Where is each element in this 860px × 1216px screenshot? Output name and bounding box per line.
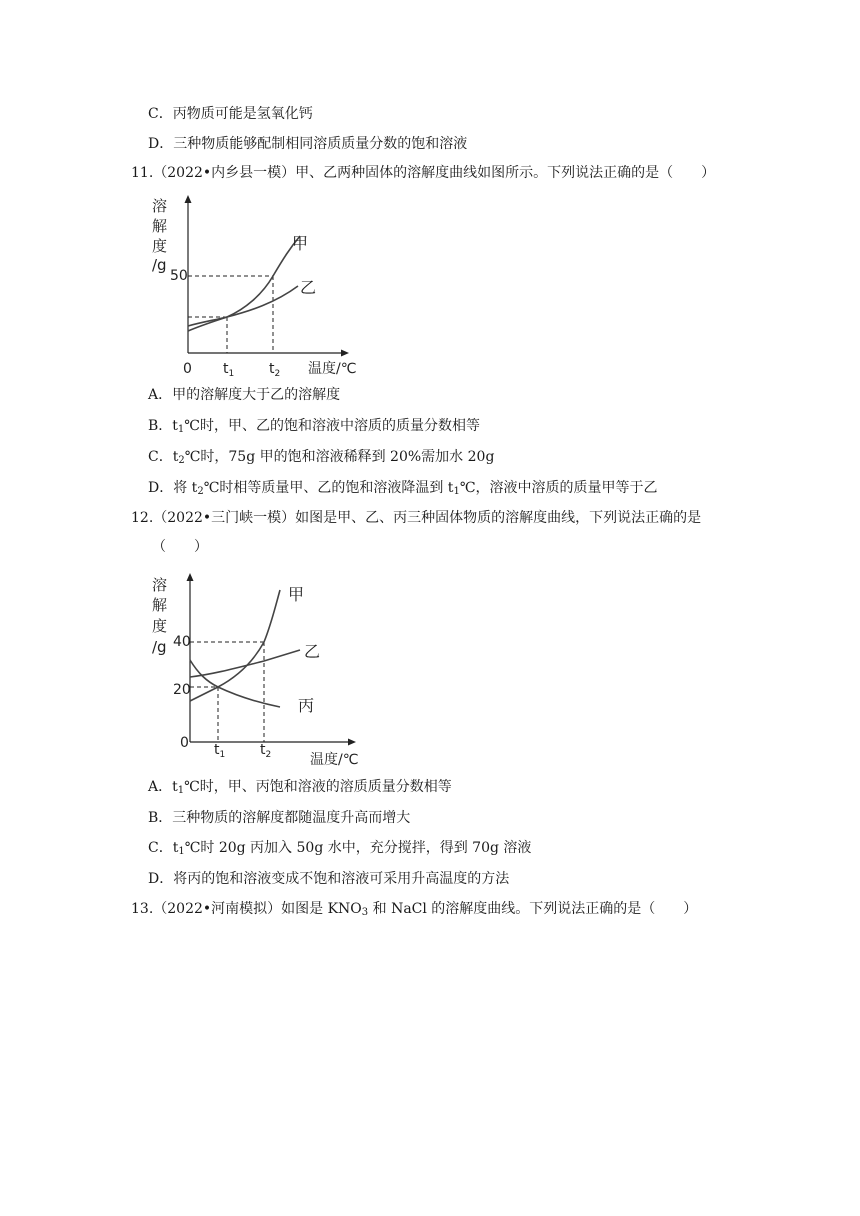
y-tick-50: 50 [170, 268, 188, 284]
x-axis-arrow [348, 739, 356, 746]
q12-option-c: C．$t_1℃$时 20g 丙加入 50g 水中，充分搅拌，得到 70g 溶液 [148, 840, 532, 857]
q12-option-d: D．将丙的饱和溶液变成不饱和溶液可采用升高温度的方法 [148, 871, 510, 887]
series-jia-label: 甲 [288, 585, 305, 604]
q12-option-a: A．$t_1℃$时，甲、丙饱和溶液的溶质质量分数相等 [148, 779, 452, 796]
q11-option-a: A．甲的溶解度大于乙的溶解度 [148, 387, 341, 403]
series-yi-curve [190, 650, 300, 677]
x-label: 温度/℃ [308, 361, 357, 377]
y-label-4: /g [152, 256, 167, 274]
chart-q12 [140, 570, 370, 770]
y-axis-arrow [185, 195, 192, 203]
x-tick-t2: $t_2$ [260, 742, 272, 760]
y-label-3: 度 [152, 237, 168, 255]
x-tick-t2: $t_2$ [269, 361, 281, 379]
x-axis-arrow [341, 350, 349, 357]
q11-option-c: C．$t_2℃$时，75g 甲的饱和溶液稀释到 20%需加水 20g [148, 449, 495, 466]
series-jia-curve [190, 590, 280, 701]
y-label-1: 溶 [152, 576, 168, 594]
x-tick-t1: $t_1$ [214, 742, 226, 760]
q12-option-b: B．三种物质的溶解度都随温度升高而增大 [148, 810, 411, 826]
series-jia-label: 甲 [292, 234, 309, 253]
q11-option-d: D．将 $t_2℃$时相等质量甲、乙的饱和溶液降温到 $t_1℃$，溶液中溶质的质量甲等于乙 [148, 480, 658, 497]
y-tick-0: 0 [180, 735, 189, 751]
y-label-1: 溶 [152, 197, 168, 215]
y-label-4: /g [152, 638, 167, 656]
y-label-2: 解 [152, 217, 168, 235]
option-c-q10: C．丙物质可能是氢氧化钙 [148, 106, 313, 122]
y-axis-arrow [187, 573, 194, 581]
series-bing-curve [190, 660, 280, 707]
question-13-stem: 13.（2022•河南模拟）如图是 $KNO_3$ 和 NaCl 的溶解度曲线。下列说法正确的是（ ） [131, 901, 698, 918]
q11-option-b: B．$t_1℃$时，甲、乙的饱和溶液中溶质的质量分数相等 [148, 418, 480, 435]
series-yi-label: 乙 [304, 642, 321, 661]
question-11-stem: 11.（2022•内乡县一模）甲、乙两种固体的溶解度曲线如图所示。下列说法正确的是（ ） [131, 165, 716, 181]
y-label-2: 解 [152, 596, 168, 614]
series-bing-label: 丙 [298, 696, 315, 715]
chart-q11 [140, 193, 360, 378]
x-label: 温度/℃ [310, 752, 359, 768]
question-12-paren: （ ） [152, 539, 208, 555]
y-tick-40: 40 [173, 634, 191, 650]
series-yi-label: 乙 [300, 278, 317, 297]
x-tick-0: 0 [183, 361, 192, 377]
option-d-q10: D．三种物质能够配制相同溶质质量分数的饱和溶液 [148, 136, 468, 152]
question-12-stem: 12.（2022•三门峡一模）如图是甲、乙、丙三种固体物质的溶解度曲线，下列说法正确的是 [131, 510, 702, 526]
series-yi-curve [188, 286, 298, 326]
x-tick-t1: $t_1$ [223, 361, 235, 379]
y-label-3: 度 [152, 617, 168, 635]
y-tick-20: 20 [173, 682, 191, 698]
